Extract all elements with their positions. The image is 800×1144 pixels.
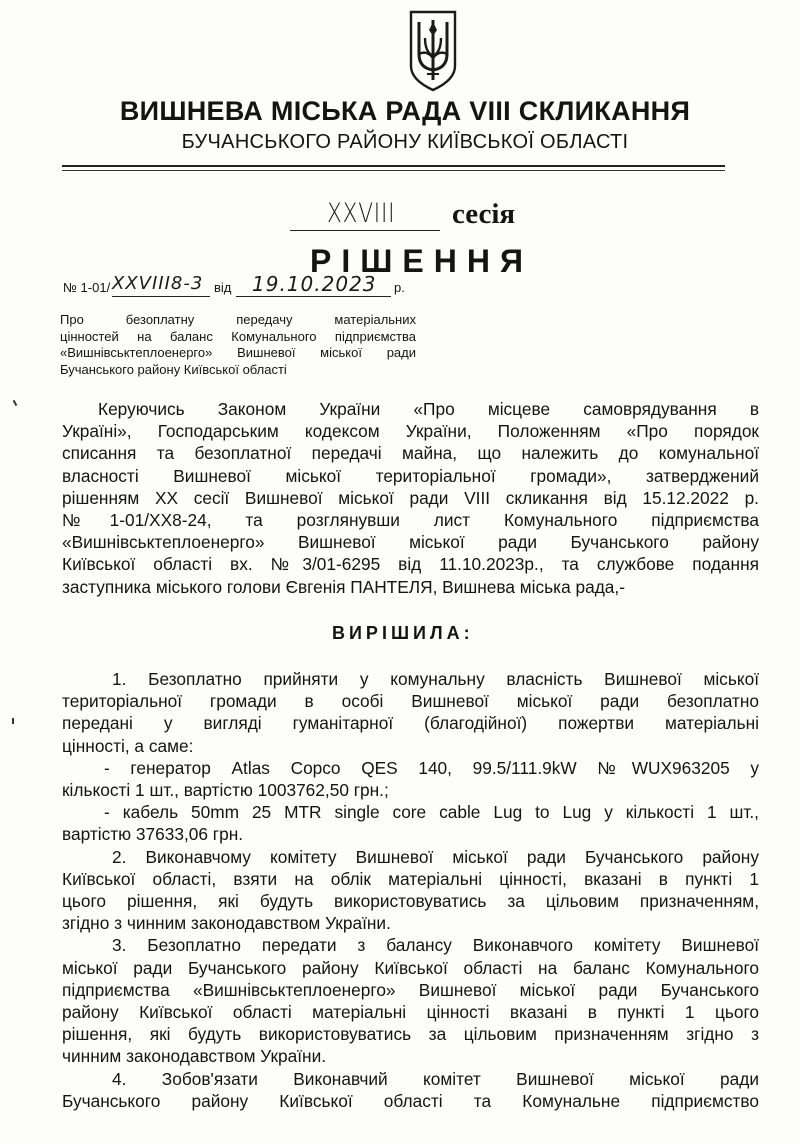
number-prefix: № 1-01/: [63, 280, 111, 295]
item-line: територіальної громади в особі Вишневої міської ради безоплатно: [62, 691, 759, 712]
header-rule-thick: [62, 165, 725, 167]
item-line: 4. Зобов'язати Виконавчий комітет Вишневої міської ради: [112, 1068, 759, 1089]
preamble-line: «Вишнівськтеплоенерго» Вишневої міської ради Бучанського району: [62, 532, 759, 553]
session-word: сесія: [452, 198, 516, 230]
item-line: 3. Безоплатно передати з балансу Виконавчого комітету Вишневої: [112, 935, 759, 956]
scan-mark: [12, 718, 14, 724]
item-line: 2. Виконавчому комітету Вишневої міської ради Бучанського району: [112, 846, 759, 867]
item-line: Київської області, взяти на облік матеріальні цінності, вказані в пункті 1: [62, 868, 759, 889]
item-line: рішення, які будуть використовуватись за цільовим призначенням згідно з: [62, 1024, 759, 1045]
date-suffix: р.: [394, 280, 405, 295]
preamble-line: Україні», Господарським кодексом України, Положенням «Про порядок: [62, 421, 759, 442]
decision-date: 19.10.2023: [252, 272, 377, 296]
item-line: міської ради Бучанського району Київської області на баланс Комунального: [62, 957, 759, 978]
item-line: передані у вигляді гуманітарної (благодійної) пожертви матеріальні: [62, 713, 759, 734]
item-line: району Київської області матеріальні цінності вказані в пункті 1 цього: [62, 1002, 759, 1023]
item-line: вартістю 37633,06 грн.: [62, 824, 244, 845]
decision-items: [62, 668, 759, 1112]
subject-line: Бучанського району Київської області: [60, 361, 287, 377]
subject-line: Про безоплатну передачу матеріальних: [60, 312, 416, 327]
item-line: - кабель 50mm 25 MTR single core cable Lug to Lug у кількості 1 шт.,: [104, 802, 759, 823]
item-line: Бучанського району Київської області та Комунальне підприємство: [62, 1090, 759, 1111]
preamble-line: №1-01/XX8-24, та розглянувши лист Комунального підприємства: [62, 510, 759, 531]
item-line: - генератор Atlas Copco QES 140, 99.5/111.9kW №WUX963205 у: [104, 757, 759, 778]
preamble-line: власності Вишневої міської територіальної громади», затверджений: [62, 465, 759, 486]
item-line: чинним законодавством України.: [62, 1046, 327, 1067]
date-prefix: від: [214, 280, 232, 295]
item-line: цього рішення, які будуть використовуватись за цільовим призначенням,: [62, 891, 759, 912]
number-underline: [112, 296, 210, 297]
subject-line: «Вишнівськтеплоенерго» Вишневої міської ради: [60, 345, 416, 360]
header-rule-thin: [62, 170, 725, 171]
preamble-line: Керуючись Законом України «Про місцеве самоврядування в: [98, 399, 759, 419]
decision-subject: [60, 312, 416, 378]
trident-emblem-icon: [405, 8, 461, 92]
decision-number: XXVIII8-3: [112, 273, 204, 294]
preamble-line: Київської області вх. №3/01-6295 від 11.10.2023р., та службове подання: [62, 554, 759, 575]
preamble-line: списання та безоплатної передачі майна, що належить до комунальної: [62, 443, 759, 464]
resolved-heading: ВИРІШИЛА:: [332, 623, 474, 643]
scan-mark: [13, 400, 18, 406]
item-line: підприємства «Вишнівськтеплоенерго» Вишневої міської ради Бучанського: [62, 979, 759, 1000]
session-number: XXVIII: [327, 198, 396, 229]
item-line: згідно з чинним законодавством України.: [62, 913, 391, 934]
preamble: [62, 398, 759, 598]
council-name: ВИШНЕВА МІСЬКА РАДА VIII СКЛИКАННЯ: [119, 96, 691, 126]
item-line: 1. Безоплатно прийняти у комунальну власність Вишневої міської: [112, 669, 759, 689]
district-name: БУЧАНСЬКОГО РАЙОНУ КИЇВСЬКОЇ ОБЛАСТІ: [181, 131, 629, 153]
decision-title: РІШЕННЯ: [310, 243, 533, 279]
preamble-line: рішенням XX сесії Вишневої міської ради VIII скликання від 15.12.2022 р.: [62, 487, 759, 508]
subject-line: цінностей на баланс Комунального підприємства: [60, 328, 416, 344]
date-underline: [236, 296, 391, 297]
preamble-line: заступника міського голови Євгенія ПАНТЕЛЯ, Вишнева міська рада,-: [62, 576, 625, 597]
item-line: цінності, а саме:: [62, 735, 194, 756]
item-line: кількості 1 шт., вартістю 1003762,50 грн.;: [62, 780, 389, 801]
